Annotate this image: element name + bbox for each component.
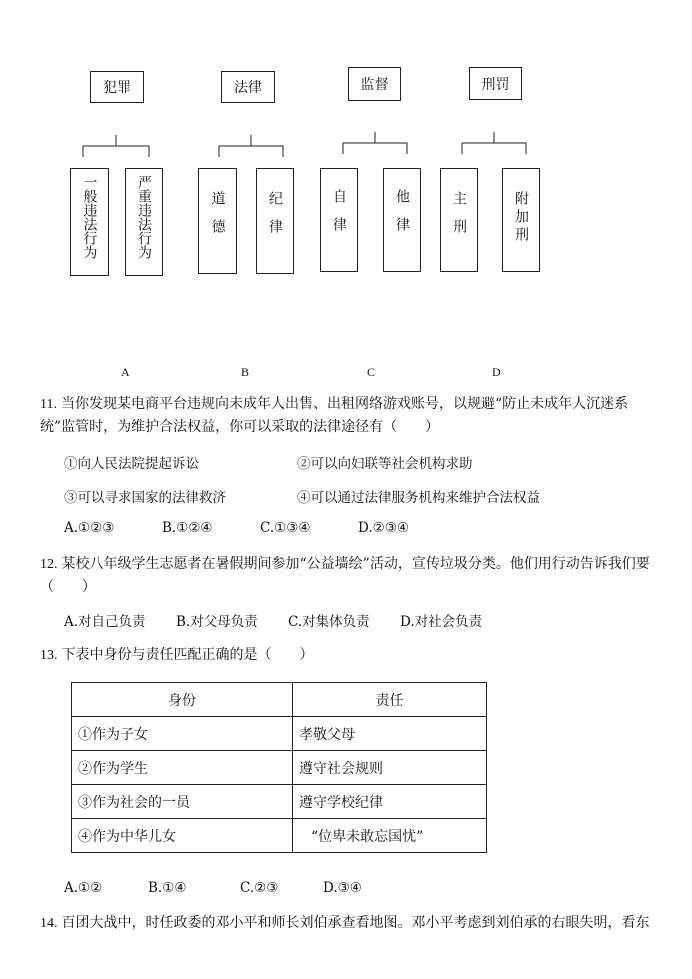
q13-option-a[interactable]: A.①② (64, 880, 103, 896)
diagram-item-d1: 主刑 (440, 168, 478, 272)
table-row (72, 785, 487, 819)
question-text: 下表中身份与责任匹配正确的是（ ） (61, 647, 314, 663)
table-row (72, 717, 487, 751)
question-number: 14. (40, 916, 58, 931)
table-cell: 遵守学校纪律 (293, 785, 487, 819)
diagram-letter-b: B (241, 365, 250, 379)
diagram-letter-c: C (367, 365, 376, 379)
diagram-title-c: 监督 (348, 67, 401, 101)
question-text: 百团大战中，时任政委的邓小平和师长刘伯承查看地图。邓小平考虑到刘伯承的右眼失明，看东 (61, 915, 650, 931)
diagram-item-c2: 他律 (383, 168, 421, 272)
q11-statement-2: ②可以向妇联等社会机构求助 (297, 456, 473, 472)
question-number: 13. (40, 648, 58, 663)
diagram-title-a: 犯罪 (90, 71, 144, 103)
brace-b (218, 133, 284, 159)
diagram-item-a2: 严重违法行为 (125, 168, 163, 276)
question-11 (40, 393, 660, 439)
q11-option-d[interactable]: D.②③④ (358, 520, 409, 536)
q13-option-b[interactable]: B.①④ (148, 880, 187, 896)
diagram-title-b: 法律 (221, 71, 275, 103)
q12-option-a[interactable]: A.对自己负责 (64, 614, 146, 630)
question-text: 某校八年级学生志愿者在暑假期间参加“公益墙绘”活动，宣传垃圾分类。他们用行动告诉我们要（ ） (40, 556, 650, 595)
q11-statement-3: ③可以寻求国家的法律救济 (64, 490, 226, 506)
table-cell: ③作为社会的一员 (72, 785, 293, 819)
table-header-cell: 身份 (72, 683, 293, 717)
identity-responsibility-table (71, 682, 487, 853)
table-row (72, 751, 487, 785)
table-header-row (72, 683, 487, 717)
table-cell: ①作为子女 (72, 717, 293, 751)
question-12 (40, 553, 660, 599)
diagram-letter-a: A (121, 365, 130, 379)
diagram-item-a1: 一般违法行为 (70, 168, 109, 276)
table-cell: 孝敬父母 (293, 717, 487, 751)
q11-option-a[interactable]: A.①②③ (64, 520, 115, 536)
table-header-cell: 责任 (293, 683, 487, 717)
diagram-item-b2: 纪律 (256, 168, 294, 274)
diagram-item-b1: 道德 (198, 168, 237, 274)
table-cell: ②作为学生 (72, 751, 293, 785)
diagram-title-d: 刑罚 (469, 67, 522, 100)
question-13 (40, 644, 660, 667)
brace-d (461, 130, 527, 156)
diagram-item-c1: 自律 (320, 168, 358, 272)
q12-option-b[interactable]: B.对父母负责 (176, 614, 258, 630)
q13-option-d[interactable]: D.③④ (323, 880, 362, 896)
diagram-letter-d: D (492, 365, 501, 379)
question-14 (40, 912, 680, 935)
table-cell: “位卑未敢忘国忧” (293, 819, 487, 853)
question-number: 11. (40, 397, 57, 412)
brace-a (82, 133, 150, 159)
brace-c (342, 130, 408, 156)
q11-option-c[interactable]: C.①③④ (260, 520, 311, 536)
diagram-item-d2: 附加刑 (502, 168, 540, 272)
q12-option-d[interactable]: D.对社会负责 (400, 614, 483, 630)
q12-option-c[interactable]: C.对集体负责 (288, 614, 370, 630)
table-cell: 遵守社会规则 (293, 751, 487, 785)
table-cell: ④作为中华儿女 (72, 819, 293, 853)
q11-statement-1: ①向人民法院提起诉讼 (64, 456, 199, 472)
question-number: 12. (40, 557, 58, 572)
q13-option-c[interactable]: C.②③ (240, 880, 279, 896)
table-row (72, 819, 487, 853)
question-text: 当你发现某电商平台违规向未成年人出售、出租网络游戏账号，以规避“防止未成年人沉迷系统”监管时，为维护合法权益，你可以采取的法律途径有（ ） (40, 396, 629, 435)
q11-statement-4: ④可以通过法律服务机构来维护合法权益 (297, 490, 540, 506)
q11-option-b[interactable]: B.①②④ (162, 520, 213, 536)
